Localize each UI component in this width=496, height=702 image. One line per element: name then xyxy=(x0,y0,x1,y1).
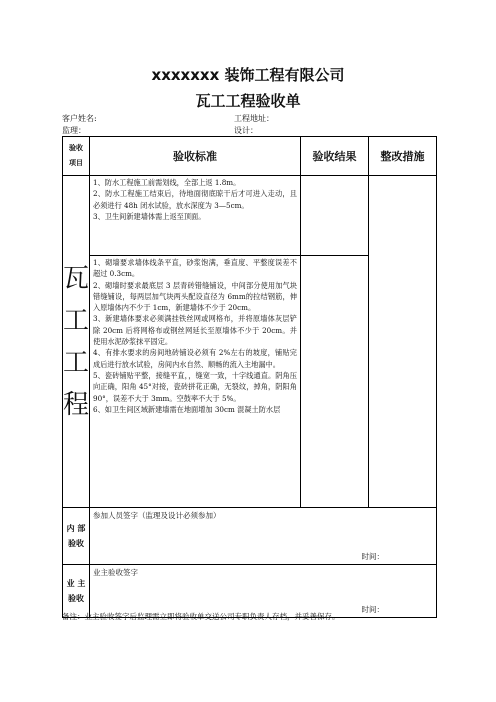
owner-label-line2: 验收 xyxy=(68,593,84,603)
owner-sign-text: 业主验收签字 xyxy=(93,568,138,577)
category-char: 程 xyxy=(63,389,90,420)
col-result-header: 验收结果 xyxy=(301,137,369,176)
list-item: 1、砌墙要求墙体线条平直，砂浆饱满，垂直度、平整度误差不超过 0.3cm。 xyxy=(93,258,297,279)
internal-signature-box[interactable] xyxy=(90,508,437,565)
rectify-cell[interactable] xyxy=(369,176,437,508)
internal-sign-text: 参加人员签字（监理及设计必须参加） xyxy=(93,511,221,520)
category-char: 工 xyxy=(63,347,90,378)
owner-signature-box[interactable] xyxy=(90,565,437,618)
col-item-line2: 项目 xyxy=(69,158,83,167)
standard-group-waterproof xyxy=(90,176,301,256)
list-item: 1、防水工程施工前需划线，全部上返 1.8m。 xyxy=(93,178,241,187)
category-cell xyxy=(63,176,90,508)
footer-note: 备注：业主验收签字后监理需立即将验收单交送公司专职负责人存档，并妥善保存。 xyxy=(62,612,340,621)
owner-acceptance-label xyxy=(63,565,90,618)
standard-group-masonry xyxy=(90,256,301,508)
internal-acceptance-label xyxy=(63,508,90,565)
owner-time-label: 时间： xyxy=(361,605,384,614)
owner-label-line1: 业 主 xyxy=(66,578,86,588)
company-title: xxxxxxx 装饰工程有限公司 xyxy=(151,66,345,84)
design-label: 设计： xyxy=(234,126,258,135)
list-item: 6、如卫生间区域新建墙需在地面增加 30cm 混凝土防水层 xyxy=(93,404,281,414)
customer-name-label: 客户姓名: xyxy=(62,114,97,123)
list-item: 3、新建墙体要求必须满挂铁丝网或网格布，并将原墙体灰层铲除 20cm 后将网格布或钢丝网延长至原墙体不少于 20cm。并使用水泥砂浆抹平固定。 xyxy=(93,314,297,347)
result-cell[interactable] xyxy=(301,256,369,508)
internal-time-label: 时间： xyxy=(361,552,384,561)
col-item-header xyxy=(63,137,90,176)
col-rectify-header: 整改措施 xyxy=(369,137,437,176)
internal-label-line1: 内 部 xyxy=(66,523,86,533)
list-item: 2、防水工程施工结束后，待地面彻底晾干后才可进入走动，且必须进行 48h 闭水试验，放水深度为 3—5cm。 xyxy=(93,189,297,210)
supervisor-label: 监理： xyxy=(62,126,86,135)
col-standard-header: 验收标准 xyxy=(90,137,301,176)
project-address-label: 工程地址： xyxy=(234,114,274,123)
list-item: 5、瓷砖铺贴平整，接缝平直，，缝宽一致，十字线通直。阴角压向正确，阳角 45°对接，瓷砖拼花正确，无裂纹，掉角，阴阳角 90°，误差不大于 3mm。空鼓率不大于 5%。 xyxy=(93,370,297,403)
col-item-line1: 验收 xyxy=(69,143,83,152)
category-char: 瓦 xyxy=(63,263,90,294)
category-char: 工 xyxy=(63,305,90,336)
table-row xyxy=(63,176,437,256)
internal-acceptance-row xyxy=(63,508,437,565)
form-title: 瓦工工程验收单 xyxy=(195,92,301,110)
list-item: 4、有排水要求的房间地砖铺设必须有 2%左右的坡度，铺贴完成后进行放水试验，房间内水自然、顺畅的流入主地漏中。 xyxy=(93,348,297,369)
list-item: 3、卫生间新建墙体需上返至顶面。 xyxy=(93,211,206,221)
result-cell[interactable] xyxy=(301,176,369,256)
acceptance-table xyxy=(62,136,437,618)
internal-label-line2: 验收 xyxy=(68,538,84,548)
list-item: 2、砌墙时要求最底层 3 层青砖错缝铺设，中间部分使用加气块错缝铺设，每两层加气块两头配设直径为 6mm的拉结钢筋，伸入原墙体内不少于 1cm，新建墙体不少于 20cm。 xyxy=(93,280,297,313)
table-header-row xyxy=(63,137,437,176)
owner-acceptance-row xyxy=(63,565,437,618)
